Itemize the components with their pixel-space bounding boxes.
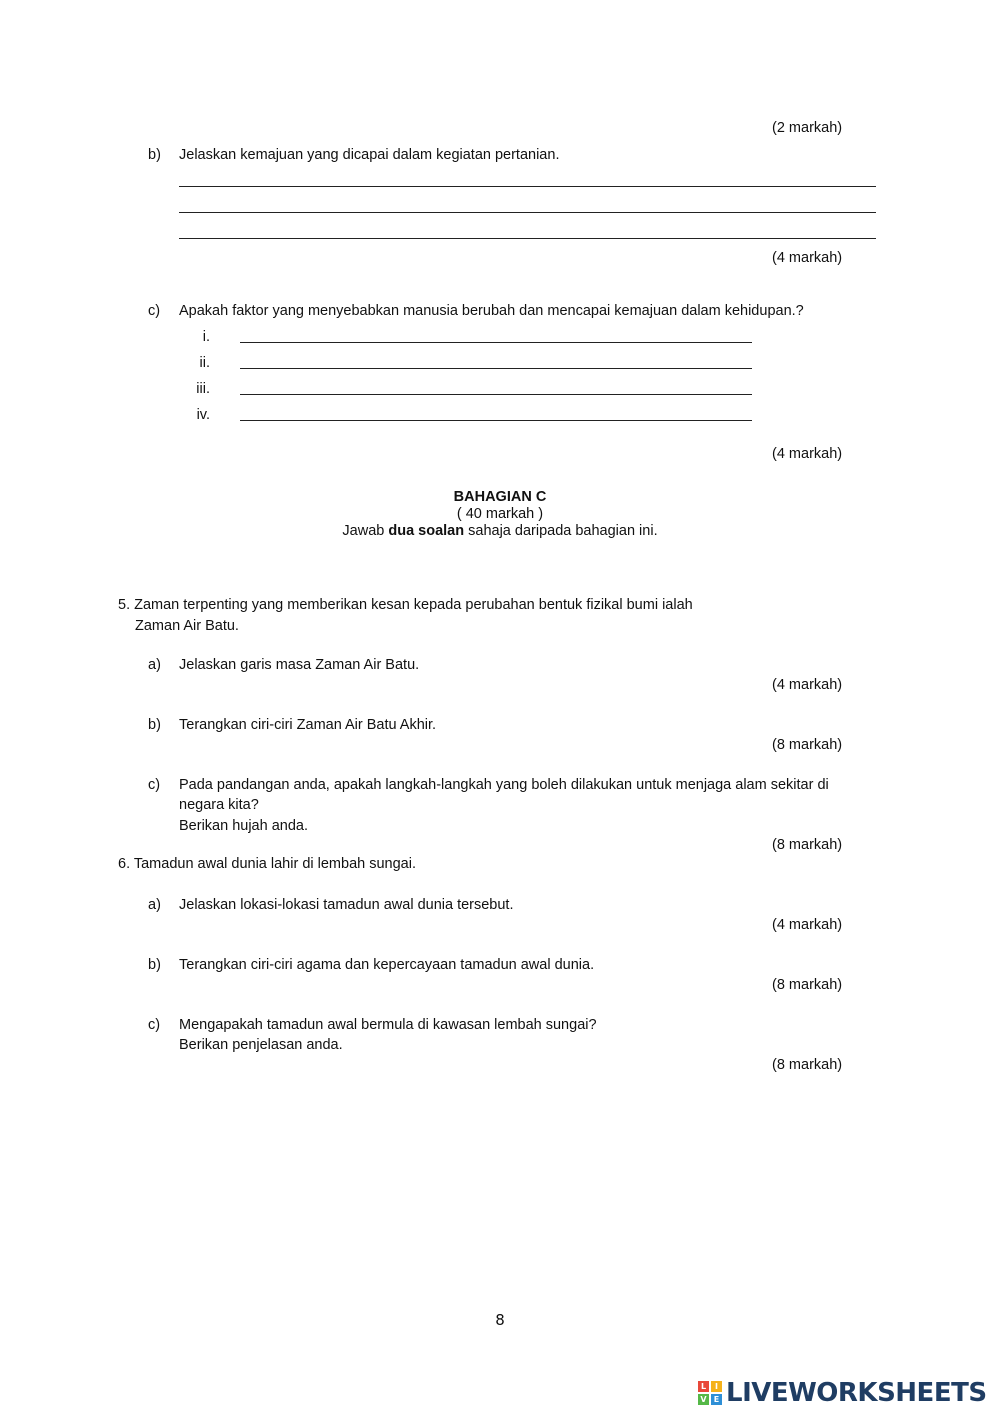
q5c-question-line1: Pada pandangan anda, apakah langkah-langkah yang boleh dilakukan untuk menjaga alam sekitar di: [179, 777, 829, 793]
answer-line-iii[interactable]: [240, 394, 752, 395]
q6c-question-line1: Mengapakah tamadun awal bermula di kawasan lembah sungai?: [179, 1017, 597, 1033]
q6b-mark: (8 markah): [772, 977, 843, 993]
answer-line-1[interactable]: [179, 186, 876, 187]
answer-line-2[interactable]: [179, 212, 876, 213]
q5-stem-line1: 5. Zaman terpenting yang memberikan kesan kepada perubahan bentuk fizikal bumi ialah: [118, 597, 693, 613]
answer-line-iv[interactable]: [240, 420, 752, 421]
q5c-question-line2: negara kita?: [179, 797, 259, 813]
q6c-label: c): [148, 1017, 161, 1033]
q4b-label: b): [148, 147, 161, 163]
q5a-mark: (4 markah): [772, 677, 843, 693]
q5c-mark: (8 markah): [772, 837, 843, 853]
q5b-question: Terangkan ciri-ciri Zaman Air Batu Akhir.: [179, 717, 437, 733]
q6a-mark: (4 markah): [772, 917, 843, 933]
answer-line-3[interactable]: [179, 238, 876, 239]
q5c-label: c): [148, 777, 161, 793]
q4c-question: Apakah faktor yang menyebabkan manusia berubah dan mencapai kemajuan dalam kehidupan.?: [179, 303, 804, 319]
instruction-post: sahaja daripada bahagian ini.: [464, 523, 658, 539]
logo-tile-l: L: [698, 1381, 709, 1392]
q4c-mark: (4 markah): [772, 446, 843, 462]
q5c-question-line3: Berikan hujah anda.: [179, 818, 308, 834]
q5a-question: Jelaskan garis masa Zaman Air Batu.: [179, 657, 420, 673]
q5b-label: b): [148, 717, 161, 733]
logo-icon: [698, 1381, 722, 1405]
q4b-mark: (4 markah): [772, 250, 843, 266]
q6b-label: b): [148, 957, 161, 973]
instruction-bold: dua soalan: [388, 523, 465, 539]
logo-tile-i: I: [711, 1381, 722, 1392]
q4c-label: c): [148, 303, 161, 319]
q5-stem-line2: Zaman Air Batu.: [135, 618, 239, 634]
q4a-mark: (2 markah): [772, 120, 843, 136]
q6b-question: Terangkan ciri-ciri agama dan kepercayaan tamadun awal dunia.: [179, 957, 595, 973]
q6a-question: Jelaskan lokasi-lokasi tamadun awal dunia tersebut.: [179, 897, 514, 913]
section-instruction: [0, 523, 1000, 540]
answer-line-ii[interactable]: [240, 368, 752, 369]
q5a-label: a): [148, 657, 161, 673]
page-number: 8: [495, 1311, 505, 1329]
logo-tile-e: E: [711, 1394, 722, 1405]
roman-iii: iii.: [196, 381, 210, 397]
section-marks: ( 40 markah ): [456, 506, 544, 522]
q6c-mark: (8 markah): [772, 1057, 843, 1073]
q5b-mark: (8 markah): [772, 737, 843, 753]
roman-i: i.: [202, 329, 210, 345]
q6-stem: 6. Tamadun awal dunia lahir di lembah sungai.: [118, 856, 416, 872]
q6a-label: a): [148, 897, 161, 913]
liveworksheets-logo[interactable]: [698, 1378, 987, 1408]
roman-iv: iv.: [196, 407, 210, 423]
q6c-question-line2: Berikan penjelasan anda.: [179, 1037, 343, 1053]
roman-ii: ii.: [199, 355, 210, 371]
instruction-pre: Jawab: [342, 523, 389, 539]
logo-tile-v: V: [698, 1394, 709, 1405]
answer-line-i[interactable]: [240, 342, 752, 343]
logo-text: LIVEWORKSHEETS: [726, 1378, 987, 1408]
section-title: BAHAGIAN C: [453, 489, 547, 505]
q4b-question: Jelaskan kemajuan yang dicapai dalam kegiatan pertanian.: [179, 147, 560, 163]
